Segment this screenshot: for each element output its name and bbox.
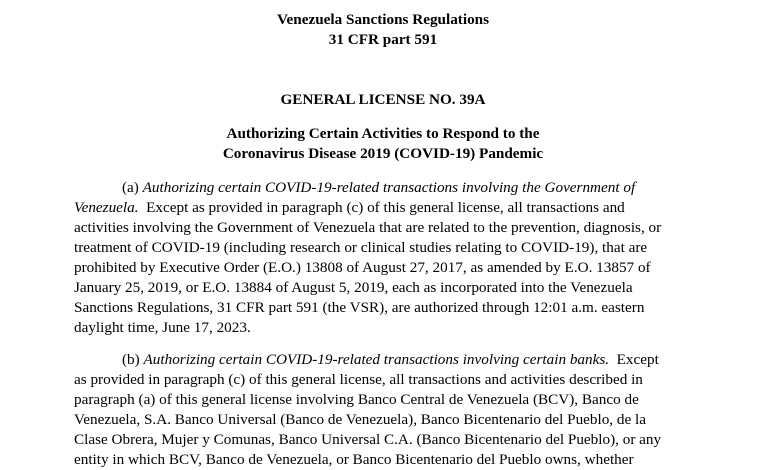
paragraph-b-line: entity in which BCV, Banco de Venezuela, or Banco Bicentenario del Pueblo owns, whether xyxy=(74,451,634,468)
paragraph-b-label: (b) xyxy=(122,351,144,368)
paragraph-a-line: January 25, 2019, or E.O. 13884 of August 5, 2019, each as incorporated into the Venezuela xyxy=(74,279,633,296)
paragraph-a-line xyxy=(122,178,635,198)
paragraph-b-line: paragraph (a) of this general license involving Banco Central de Venezuela (BCV), Banco de xyxy=(74,391,639,408)
paragraph-b-line: as provided in paragraph (c) of this general license, all transactions and activities described in xyxy=(74,371,643,388)
license-number: GENERAL LICENSE NO. 39A xyxy=(280,91,486,108)
paragraph-a-text: Except as provided in paragraph (c) of this general license, all transactions and xyxy=(138,199,625,216)
paragraph-a-heading: Venezuela. xyxy=(74,199,139,216)
paragraph-a-line: treatment of COVID-19 (including research or clinical studies relating to COVID-19), that are xyxy=(74,239,648,256)
regulation-cfr: 31 CFR part 591 xyxy=(328,31,438,48)
paragraph-a-line xyxy=(74,198,625,218)
paragraph-b-line: Clase Obrera, Mujer y Comunas, Banco Universal C.A. (Banco Bicentenario del Pueblo), or any xyxy=(74,431,662,448)
paragraph-b-line: Venezuela, S.A. Banco Universal (Banco de Venezuela), Banco Bicentenario del Pueblo, de la xyxy=(74,411,646,428)
paragraph-a-line: daylight time, June 17, 2023. xyxy=(74,319,251,336)
paragraph-a-label: (a) xyxy=(122,179,143,196)
paragraph-b-heading: Authorizing certain COVID-19-related transactions involving certain banks. xyxy=(143,351,610,368)
license-subtitle-line-2: Coronavirus Disease 2019 (COVID-19) Pandemic xyxy=(222,145,544,162)
paragraph-a-heading: Authorizing certain COVID-19-related transactions involving the Government of xyxy=(142,179,636,196)
paragraph-b-line xyxy=(122,350,659,370)
paragraph-a-line: Sanctions Regulations, 31 CFR part 591 (the VSR), are authorized through 12:01 a.m. eastern xyxy=(74,299,645,316)
paragraph-a-line: prohibited by Executive Order (E.O.) 13808 of August 27, 2017, as amended by E.O. 13857 of xyxy=(74,259,651,276)
license-subtitle-line-1: Authorizing Certain Activities to Respond to the xyxy=(226,125,540,142)
paragraph-b-text: Except xyxy=(609,351,659,368)
paragraph-a-line: activities involving the Government of Venezuela that are related to the prevention, diagnosis, or xyxy=(74,219,662,236)
regulation-title: Venezuela Sanctions Regulations xyxy=(276,11,490,28)
